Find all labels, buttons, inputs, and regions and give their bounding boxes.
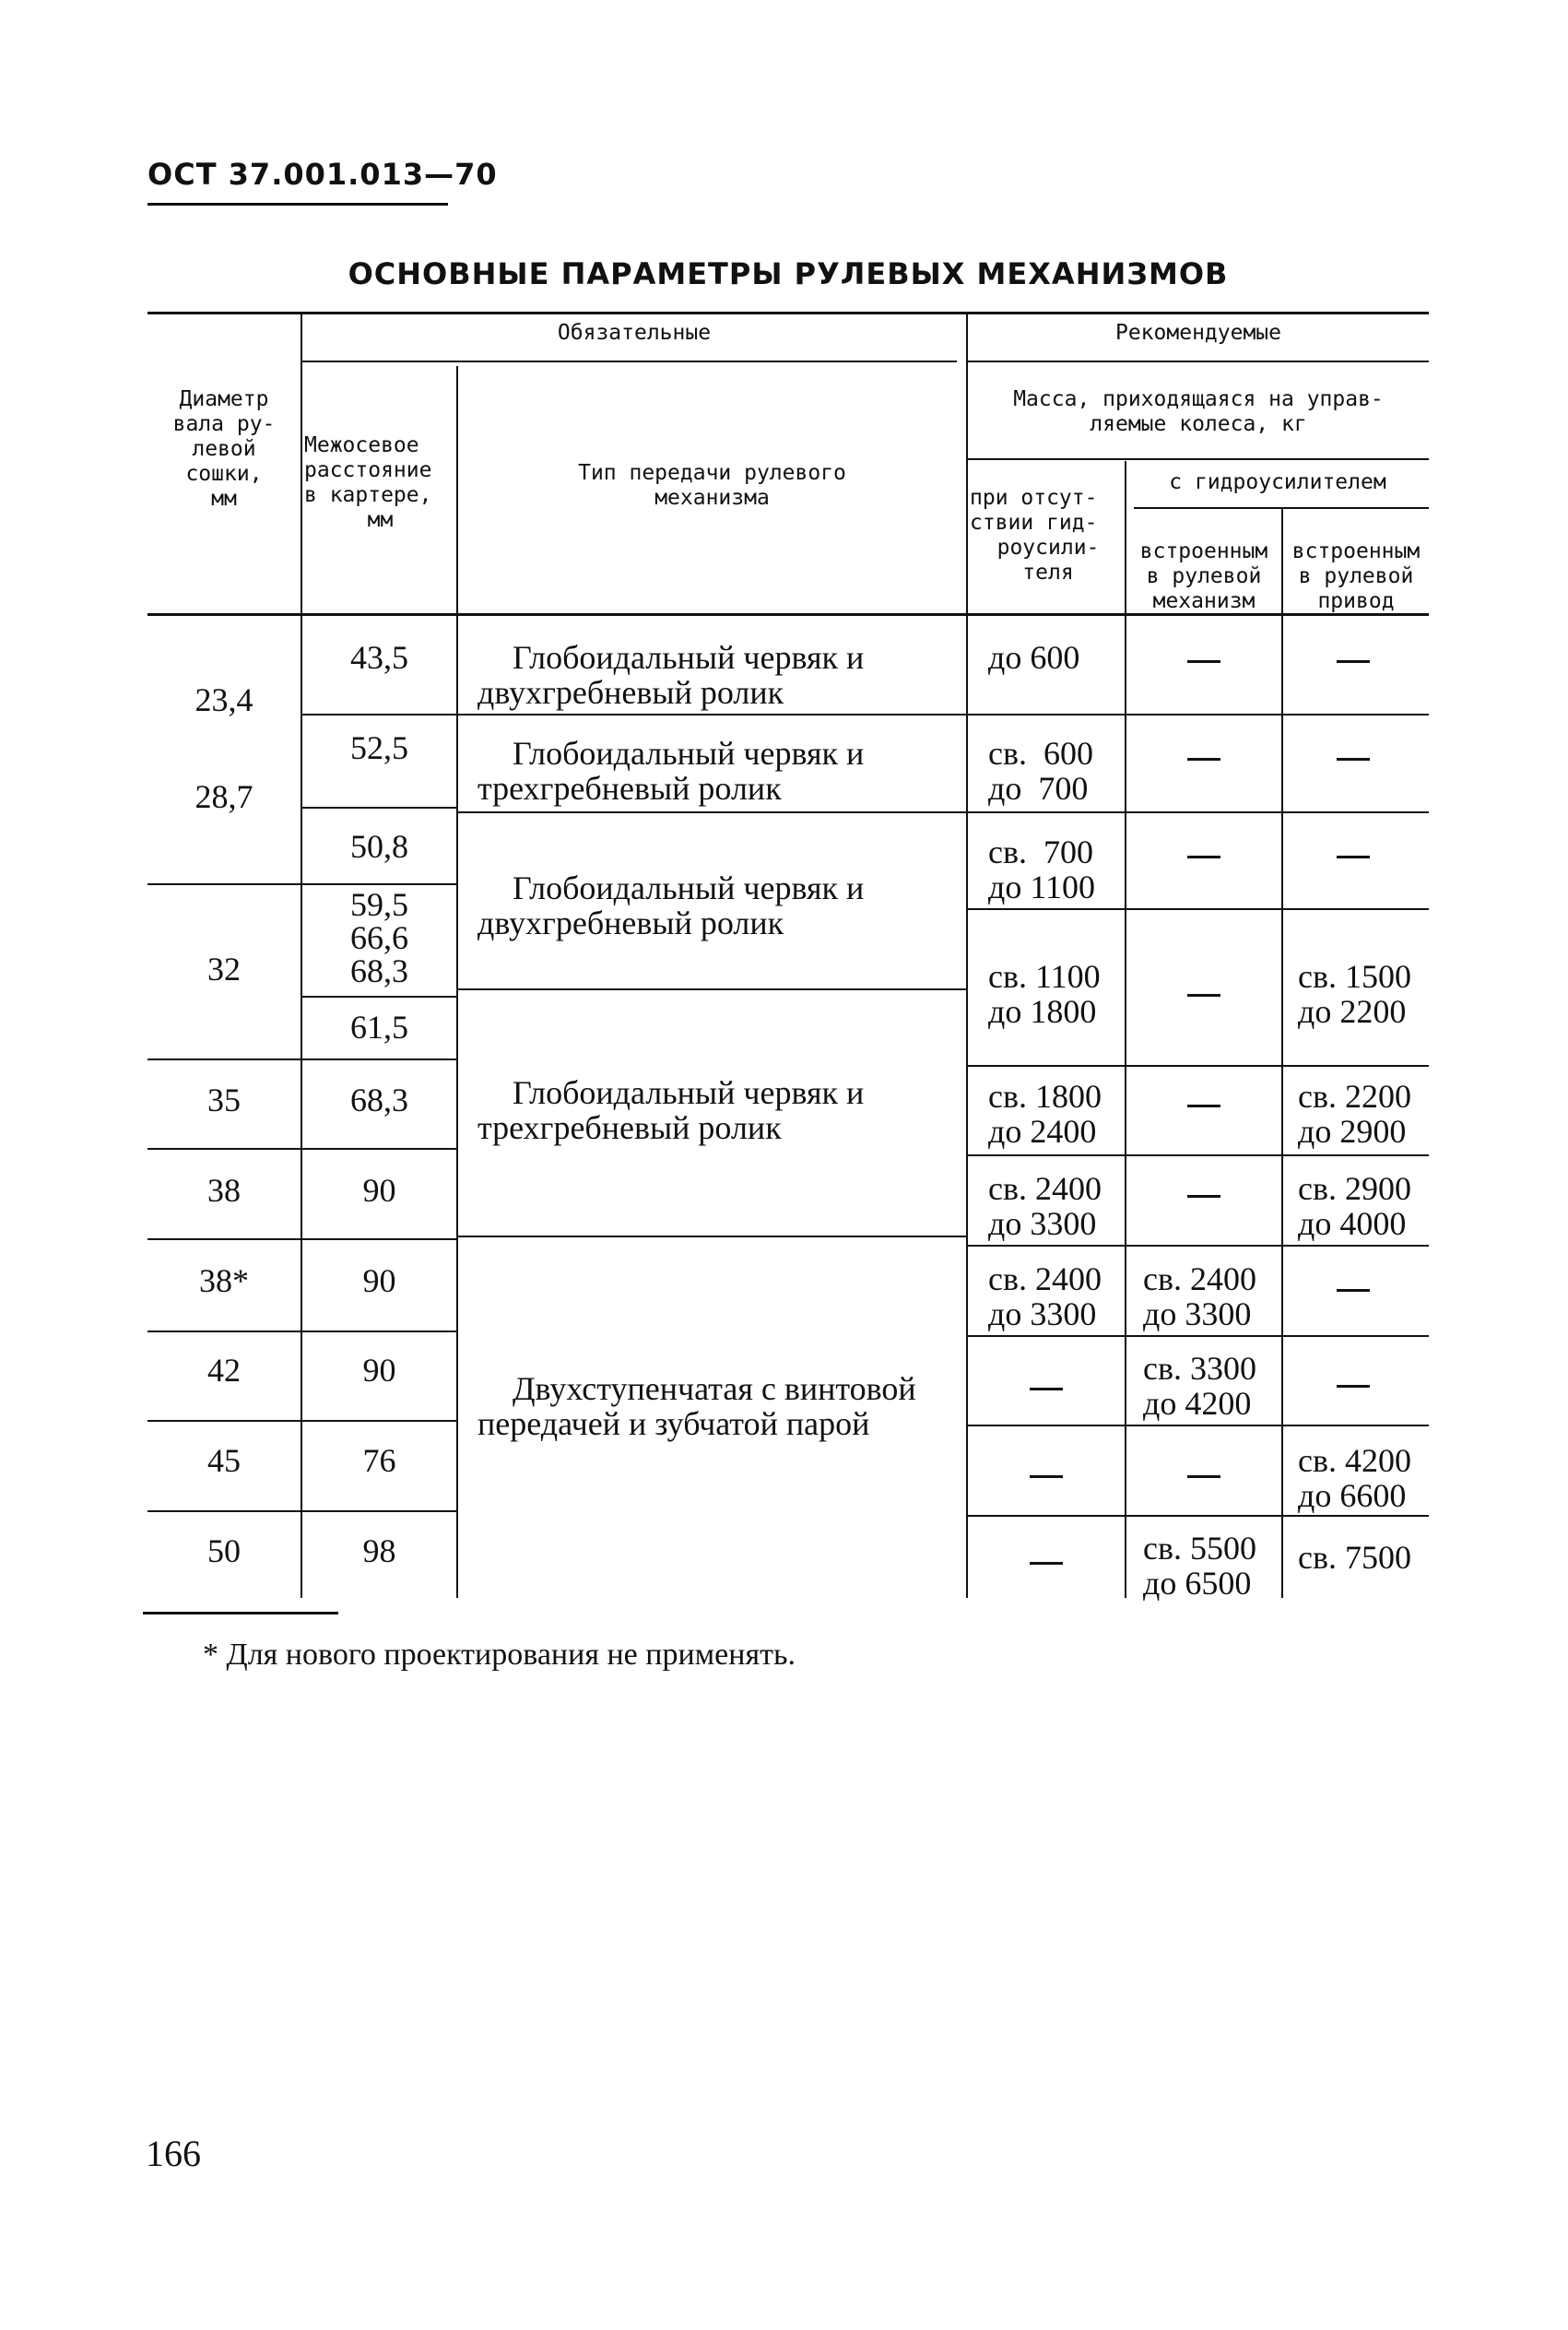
table-cell: Глобоидальный червяк и трехгребневый ролик [477, 1074, 865, 1146]
table-cell: Двухступенчатая с винтовой передачей и зубчатой парой [477, 1370, 916, 1442]
table-cell: св. 2400 до 3300 [988, 1260, 1102, 1332]
footnote-rule [143, 1612, 338, 1614]
col-header-gear-type: Тип передачи рулевого механизма [578, 461, 846, 510]
table-cell: св. 600 до 700 [988, 735, 1093, 807]
header-underline [147, 203, 448, 206]
table-cell: Глобоидальный червяк и двухгребневый ролик [477, 639, 865, 711]
empty-dash [1030, 1388, 1063, 1390]
page-title: ОСНОВНЫЕ ПАРАМЕТРЫ РУЛЕВЫХ МЕХАНИЗМОВ [348, 256, 1229, 291]
table-cell: Глобоидальный червяк и трехгребневый ролик [477, 735, 865, 807]
table-cell: 42 [207, 1352, 241, 1389]
col-header-with-booster: с гидроусилителем [1169, 470, 1386, 494]
empty-dash [1337, 856, 1370, 858]
empty-dash [1337, 660, 1370, 663]
table-cell: 23,4 [195, 681, 253, 718]
table-cell: 50,8 [350, 828, 408, 865]
empty-dash [1030, 1562, 1063, 1565]
table-cell: 38 [207, 1172, 241, 1209]
col-header-no-booster: при отсут- ствии гид- роусили- теля [970, 486, 1100, 585]
col-header-mass: Масса, приходящаяся на управ- ляемые колеса, кг [1013, 387, 1384, 436]
empty-dash [1187, 856, 1220, 858]
table-cell: св. 1800 до 2400 [988, 1078, 1102, 1150]
table-cell: 68,3 [350, 1082, 408, 1118]
empty-dash [1187, 660, 1220, 663]
empty-dash [1187, 994, 1220, 997]
group-recommended: Рекомендуемые [1114, 321, 1281, 345]
empty-dash [1187, 1475, 1220, 1478]
table-cell: 38* [199, 1262, 249, 1299]
table-cell: 59,5 [350, 886, 408, 923]
table-cell: 45 [207, 1442, 241, 1479]
table-cell: св. 5500 до 6500 [1143, 1530, 1256, 1602]
table-cell: св. 7500 [1298, 1539, 1411, 1576]
table-cell: св. 2400 до 3300 [988, 1170, 1102, 1242]
table-cell: 90 [362, 1352, 396, 1389]
table-cell: 90 [362, 1172, 396, 1209]
table-cell: Глобоидальный червяк и двухгребневый ролик [477, 869, 865, 941]
empty-dash [1030, 1475, 1063, 1478]
col-header-center-distance: Межосевое расстояние в картере, мм [304, 433, 432, 532]
table-cell: св. 4200 до 6600 [1298, 1442, 1411, 1514]
table-cell: св. 1100 до 1800 [988, 958, 1101, 1030]
table-cell: 43,5 [350, 639, 408, 676]
empty-dash [1337, 758, 1370, 761]
empty-dash [1337, 1289, 1370, 1292]
table-cell: 52,5 [350, 729, 408, 766]
table-cell: до 600 [988, 639, 1080, 676]
empty-dash [1187, 1195, 1220, 1198]
table-cell: св. 3300 до 4200 [1143, 1350, 1256, 1422]
table-cell: 76 [362, 1442, 396, 1479]
table-cell: 50 [207, 1532, 241, 1569]
table-cell: 32 [207, 951, 241, 988]
col-header-builtin-mechanism: встроенным в рулевой механизм [1139, 539, 1268, 613]
table-cell: св. 2400 до 3300 [1143, 1260, 1256, 1332]
document-code: ОСТ 37.001.013—70 [147, 157, 498, 192]
table-cell: св. 700 до 1100 [988, 834, 1095, 905]
table-cell: 61,5 [350, 1009, 408, 1046]
footnote: * Для нового проектирования не применять. [203, 1638, 796, 1672]
col-header-diameter: Диаметр вала ру- левой сошки, мм [172, 387, 276, 511]
table-cell: 28,7 [195, 778, 253, 815]
empty-dash [1337, 1385, 1370, 1388]
table-cell: св. 2900 до 4000 [1298, 1170, 1411, 1242]
col-header-builtin-drive: встроенным в рулевой привод [1291, 539, 1421, 613]
table-cell: 90 [362, 1262, 396, 1299]
table-cell: 98 [362, 1532, 396, 1569]
table-cell: 66,6 [350, 919, 408, 956]
empty-dash [1187, 1105, 1220, 1107]
table-cell: 35 [207, 1082, 241, 1118]
table-cell: св. 2200 до 2900 [1298, 1078, 1411, 1150]
table-cell: 68,3 [350, 952, 408, 989]
group-mandatory: Обязательные [557, 321, 712, 345]
table-cell: св. 1500 до 2200 [1298, 958, 1411, 1030]
page-number: 166 [146, 2133, 201, 2174]
empty-dash [1187, 758, 1220, 761]
